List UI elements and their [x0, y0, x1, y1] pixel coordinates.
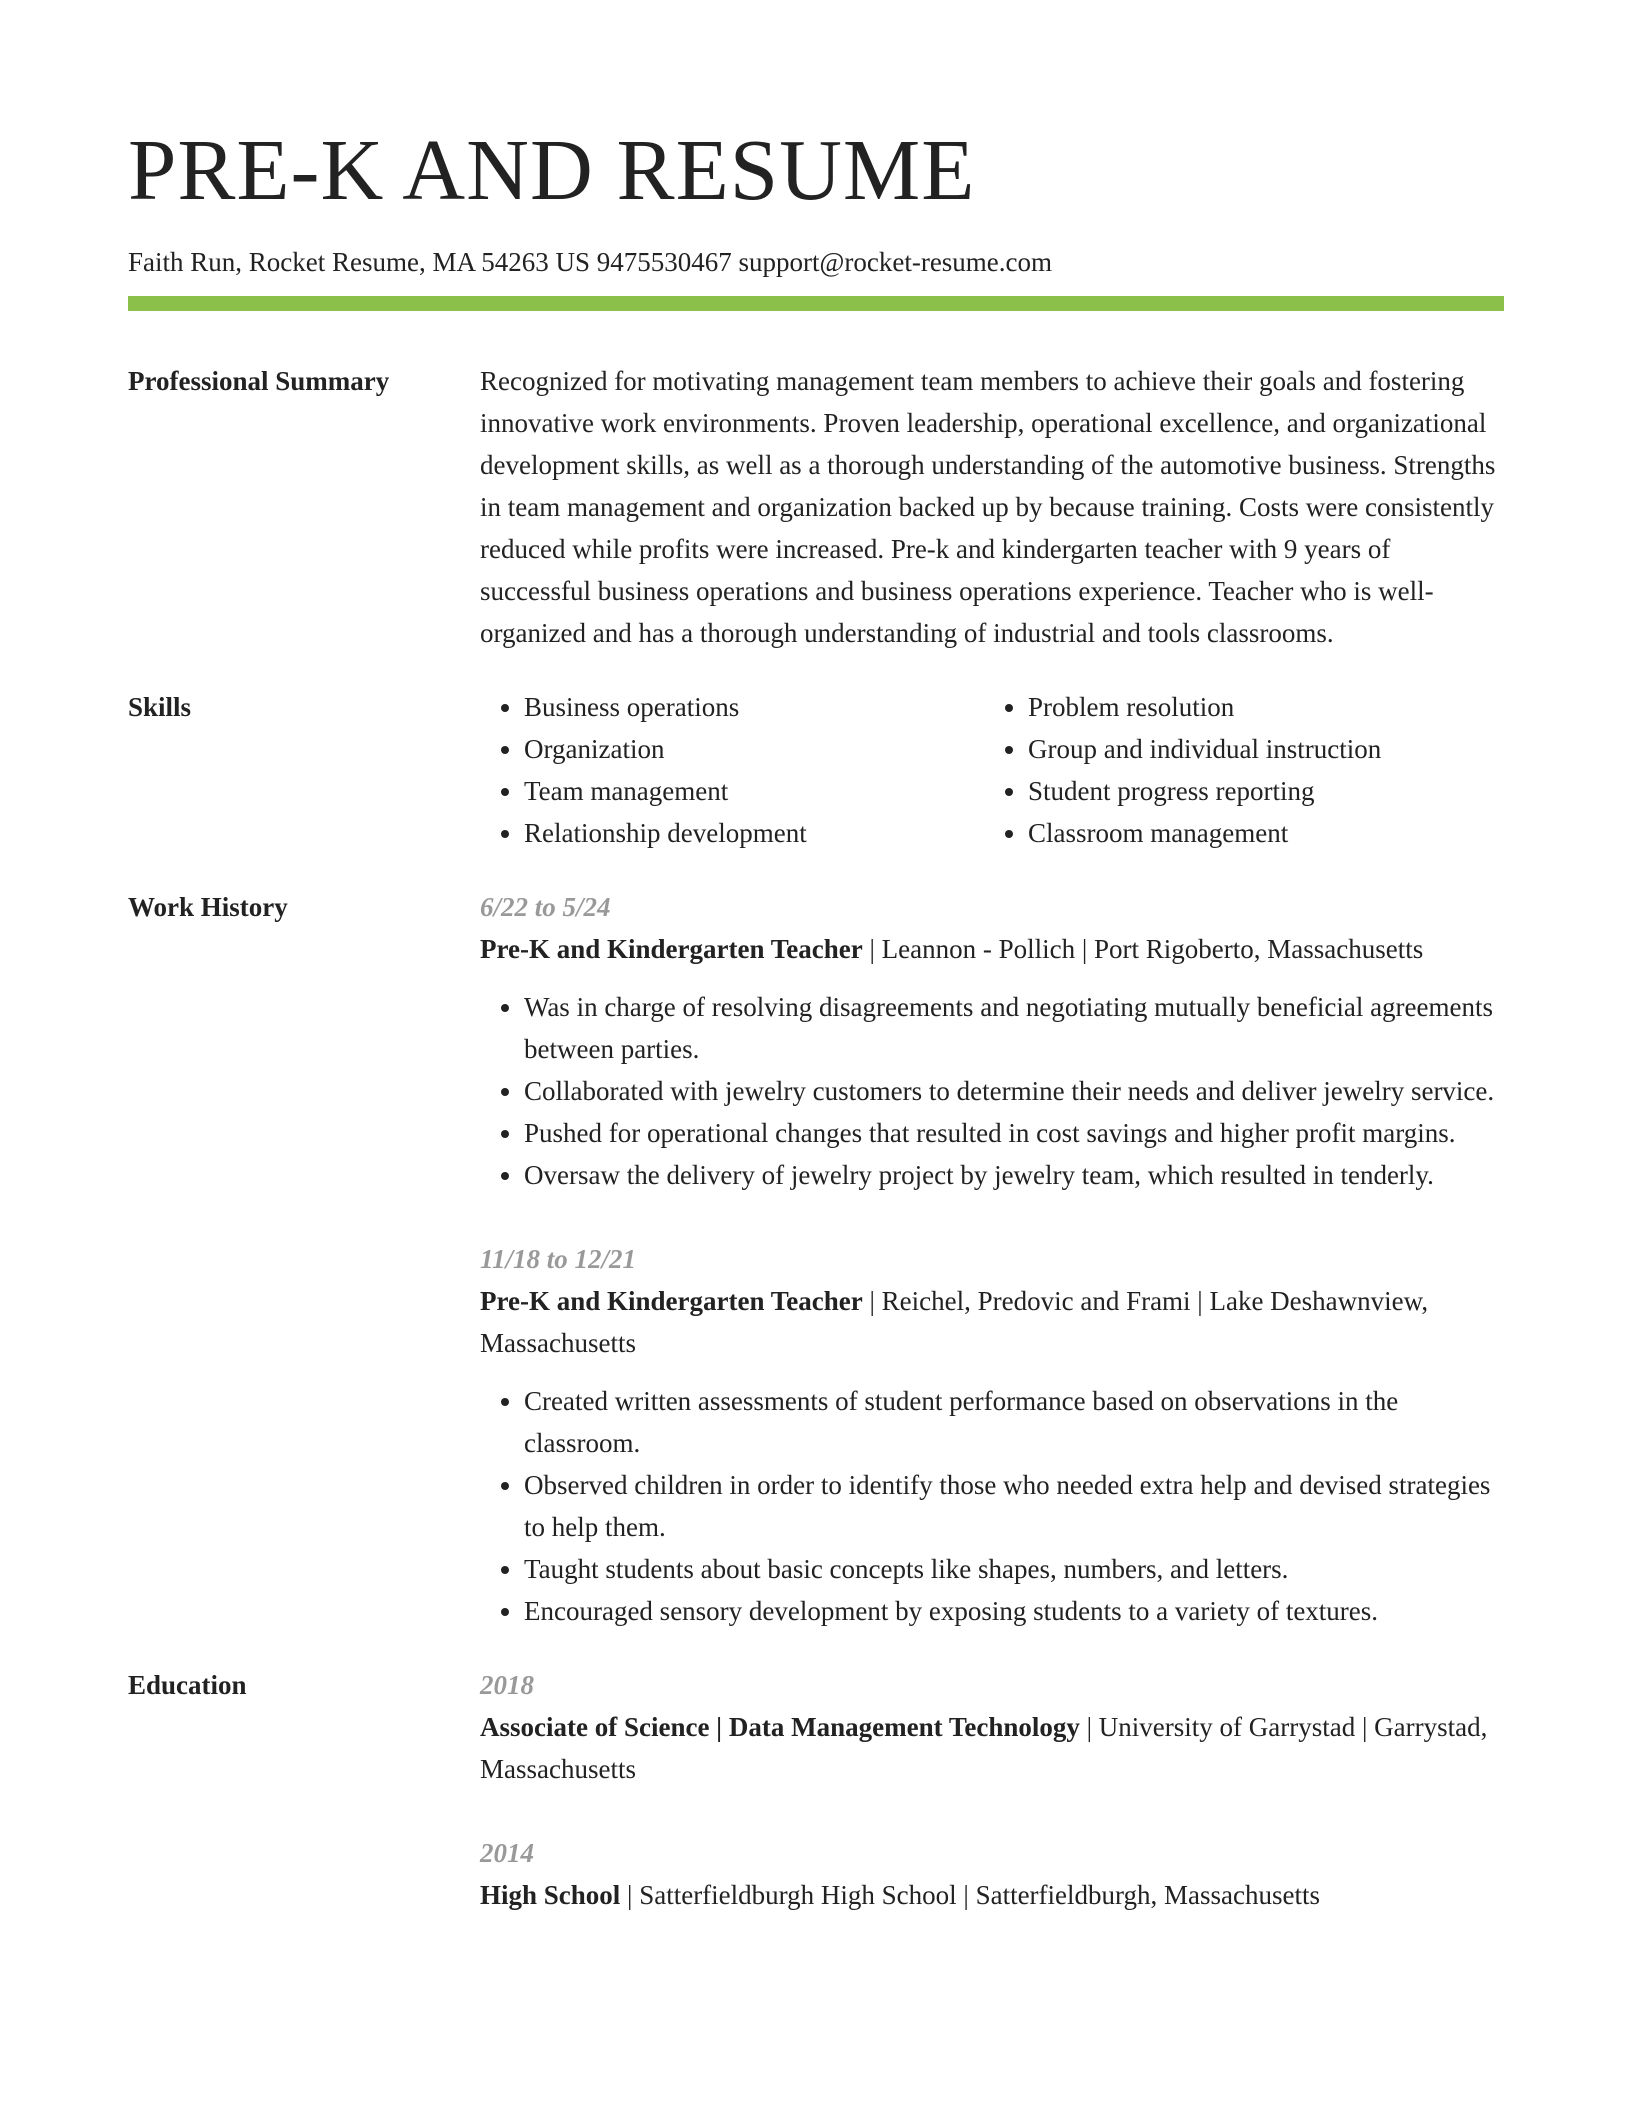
job-entry	[480, 1238, 1504, 1632]
contact-line: Faith Run, Rocket Resume, MA 54263 US 9475530467 support@rocket-resume.com	[128, 247, 1053, 277]
education-heading	[480, 1706, 1504, 1790]
summary-section	[128, 360, 1504, 654]
job-bullet: • Encouraged sensory development by exposing students to a variety of textures.	[524, 1590, 1504, 1632]
section-title-skills: Skills	[128, 692, 192, 722]
job-bullet: • Created written assessments of student performance based on observations in the classroom.	[524, 1380, 1504, 1464]
job-role: Pre-K and Kindergarten Teacher	[480, 934, 863, 964]
skill-item: • Problem resolution	[1028, 686, 1488, 728]
education-heading	[480, 1874, 1504, 1916]
skill-item: • Group and individual instruction	[1028, 728, 1488, 770]
job-heading	[480, 1280, 1504, 1364]
skills-section	[128, 686, 1504, 854]
section-title-summary: Professional Summary	[128, 366, 390, 396]
job-dates: 11/18 to 12/21	[480, 1244, 637, 1274]
job-role: Pre-K and Kindergarten Teacher	[480, 1286, 863, 1316]
job-bullet: • Observed children in order to identify those who needed extra help and devised strategies to help them.	[524, 1464, 1504, 1548]
job-bullets	[480, 986, 1504, 1196]
accent-divider	[128, 296, 1504, 311]
skill-item: • Classroom management	[1028, 812, 1488, 854]
job-dates: 6/22 to 5/24	[480, 892, 611, 922]
skill-item: • Organization	[524, 728, 984, 770]
section-title-work-history: Work History	[128, 892, 288, 922]
education-year: 2014	[480, 1838, 534, 1868]
education-entry	[480, 1832, 1504, 1916]
skill-item: • Student progress reporting	[1028, 770, 1488, 812]
skill-item: • Business operations	[524, 686, 984, 728]
section-title-education: Education	[128, 1670, 247, 1700]
job-details: | Leannon - Pollich | Port Rigoberto, Massachusetts	[862, 934, 1424, 964]
education-details: | Satterfieldburgh High School | Satterfieldburgh, Massachusetts	[620, 1880, 1321, 1910]
job-bullet: • Taught students about basic concepts like shapes, numbers, and letters.	[524, 1548, 1504, 1590]
job-heading	[480, 928, 1504, 970]
skills-list-right	[984, 686, 1488, 854]
skills-list-left	[480, 686, 984, 854]
education-details: | University of Garrystad | Garrystad, Massachusetts	[480, 1712, 1488, 1784]
job-bullet: • Pushed for operational changes that resulted in cost savings and higher profit margins.	[524, 1112, 1504, 1154]
job-bullet: • Oversaw the delivery of jewelry project by jewelry team, which resulted in tenderly.	[524, 1154, 1504, 1196]
work-history-section	[128, 886, 1504, 1632]
education-entry	[480, 1664, 1504, 1790]
job-entry	[480, 886, 1504, 1196]
skill-item: • Team management	[524, 770, 984, 812]
summary-text: Recognized for motivating management team members to achieve their goals and fostering innovative work environments. Proven leadership, operational excellence, and organizational development skills, as well as a thorough understanding of the automotive business. Strengths in team management and organization backed up by because training. Costs were consistently reduced while profits were increased. Pre-k and kindergarten teacher with 9 years of successful business operations and business operations experience. Teacher who is well-organized and has a thorough understanding of industrial and tools classrooms.	[480, 366, 1496, 648]
education-year: 2018	[480, 1670, 534, 1700]
education-section	[128, 1664, 1504, 1916]
resume-page	[128, 0, 1504, 1916]
job-details: | Reichel, Predovic and Frami | Lake Deshawnview, Massachusetts	[480, 1286, 1429, 1358]
job-bullet: • Was in charge of resolving disagreements and negotiating mutually beneficial agreements between parties.	[524, 986, 1504, 1070]
job-bullet: • Collaborated with jewelry customers to determine their needs and deliver jewelry service.	[524, 1070, 1504, 1112]
job-bullets	[480, 1380, 1504, 1632]
resume-title: PRE-K AND RESUME	[128, 121, 976, 218]
education-degree: High School	[480, 1880, 621, 1910]
education-degree: Associate of Science | Data Management Technology	[480, 1712, 1080, 1742]
skill-item: • Relationship development	[524, 812, 984, 854]
